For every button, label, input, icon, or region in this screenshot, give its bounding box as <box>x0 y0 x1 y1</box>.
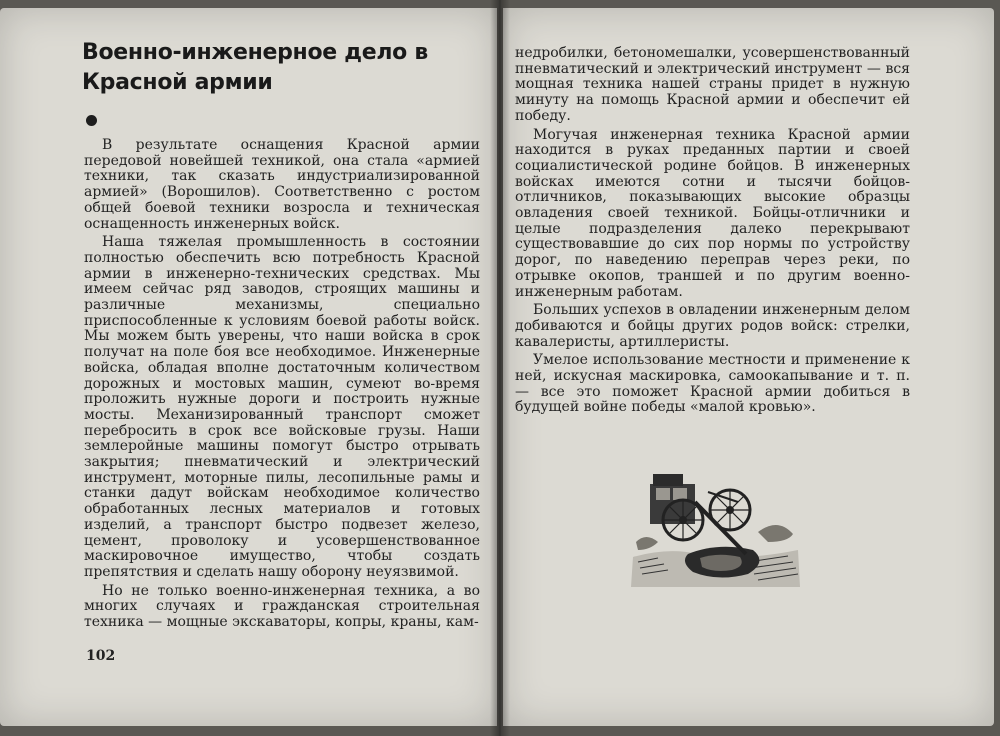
left-page <box>0 8 497 726</box>
book-gutter <box>490 0 510 736</box>
trench-digging-machine-drawing <box>628 462 803 587</box>
left-page-text <box>84 138 480 634</box>
page-number: 102 <box>86 648 116 664</box>
paragraph: Умелое использование местности и применение к ней, искусная маскировка, самоокапывание и т. п. — все это поможет Красной армии добиться в будущей войне победы «малой кровью». <box>515 352 910 416</box>
chapter-title: Военно-инженерное дело в Красной армии <box>82 40 428 95</box>
paragraph: Но не только военно-инженерная техника, а во многих случаях и гражданская строительная техника — мощные экскаваторы, копры, краны, кам- <box>84 582 480 631</box>
paragraph: Могучая инженерная техника Красной армии находится в руках преданных партии и своей социалистической родине бойцов. В инженерных войсках имеются сотни и тысячи бойцов-отличников, показывающих высокие образцы овладения своей техникой. Бойцы-отличники и целые подразделения далеко перекрывают существовавшие до сих пор нормы по устройству дорог, по наведению переправ через реки, по отрывке окопов, траншей и по другим военно-инженерным работам. <box>515 126 910 300</box>
paragraph: Больших успехов в овладении инженерным делом добиваются и бойцы других родов войск: стрелки, кавалеристы, артиллеристы. <box>515 302 910 350</box>
paragraph: В результате оснащения Красной армии передовой новейшей техникой, она стала «армией техники, так сказать индустриализированной армией» (Ворошилов). Соответственно с ростом общей боевой техники возросла и техническая оснащенность инженерных войск. <box>84 137 480 232</box>
right-page-text <box>515 46 910 419</box>
paragraph: Наша тяжелая промышленность в состоянии полностью обеспечить всю потребность Красной армии в инженерно-технических средствах. Мы имеем сейчас ряд заводов, строящих машины и различные механизмы, специально приспособленные к условиям боевой работы войск. Мы можем быть уверены, что наши войска в срок получат на поле боя все необходимое. Инженерные войска, обладая вполне достаточным количеством дорожных и мостовых машин, сумеют во-время проложить нужные дороги и построить нужные мосты. Механизированный транспорт сможет перебросить в срок все войсковые грузы. Наши землеройные машины помогут быстро отрывать закрытия; пневматический и электрический инструмент, моторные пилы, лесопильные рамы и станки дадут войскам необходимое количество обработанных лесных материалов и готовых изделий, а транспорт быстро подвезет железо, цемент, проволоку и усовершенствованное маскировочное имущество, чтобы создать препятствия и сделать нашу оборону неуязвимой. <box>84 234 480 580</box>
paragraph: недробилки, бетономешалки, усовершенствованный пневматический и электрический инструмент — вся мощная техника нашей страны придет в нужную минуту на помощь Красной армии и обеспечит ей победу. <box>515 45 910 124</box>
bullet-ornament <box>86 115 97 126</box>
